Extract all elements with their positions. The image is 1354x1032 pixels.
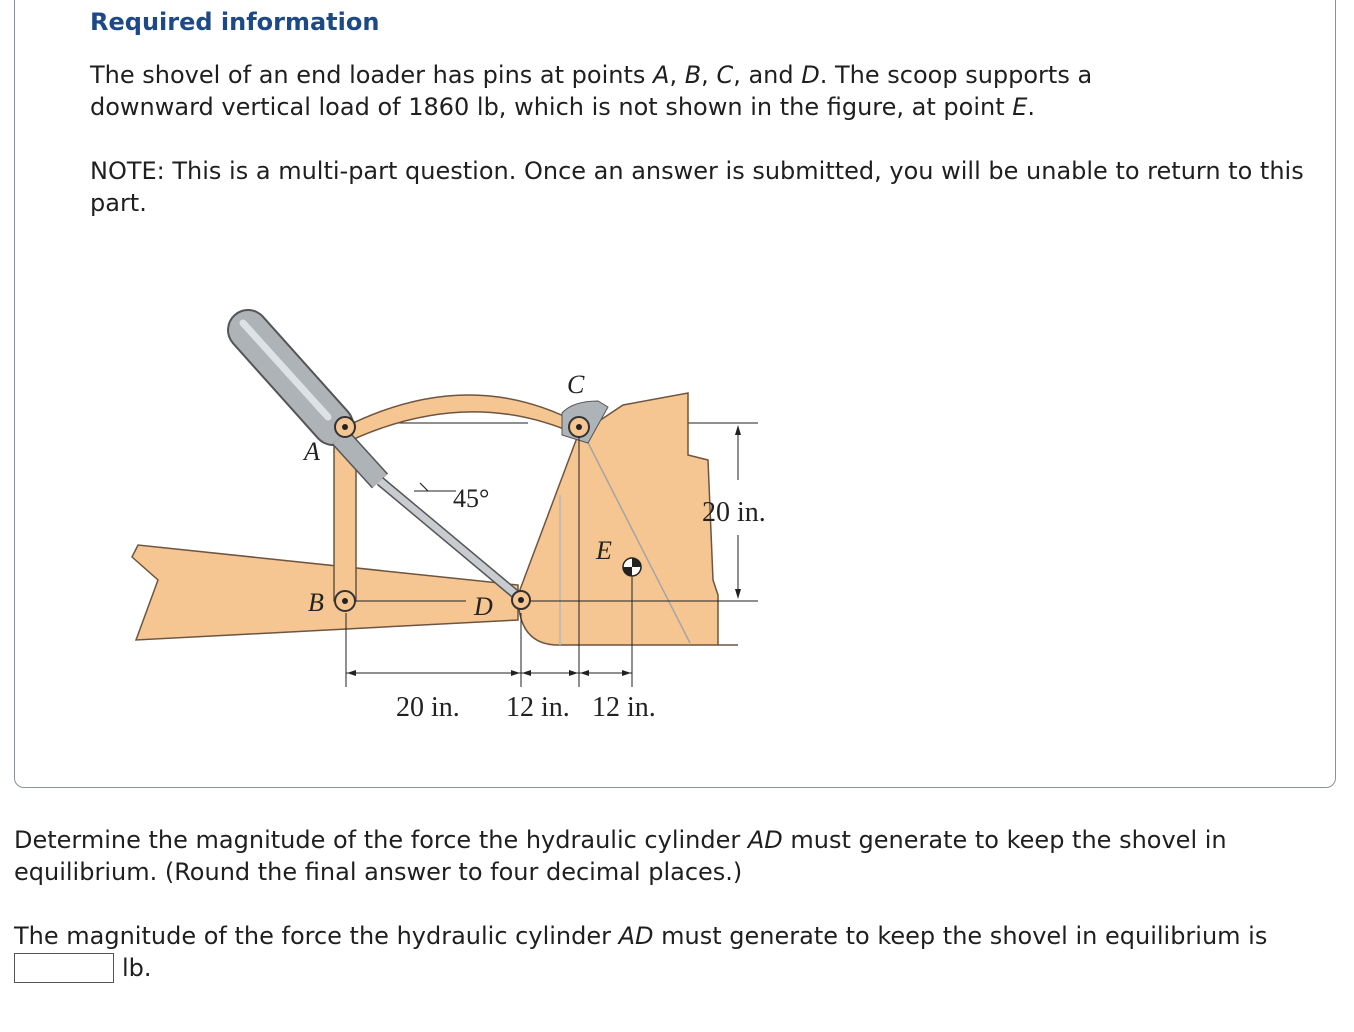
dim-arrow xyxy=(347,670,356,676)
question-text: must generate to keep the shovel in equilibrium. (Round the final answer to four decimal places.) xyxy=(14,826,1227,886)
statement-sep: , and xyxy=(733,61,802,89)
cylinder-ad-ref: AD xyxy=(618,922,654,950)
answer-text: must generate to keep the shovel in equilibrium is xyxy=(653,922,1268,950)
dim-arrow xyxy=(580,670,589,676)
statement-sep: , xyxy=(701,61,717,89)
angle-arc xyxy=(420,483,428,491)
end-loader-figure xyxy=(118,295,798,735)
problem-statement xyxy=(90,59,1190,123)
multipart-note: NOTE: This is a multi-part question. Once an answer is submitted, you will be unable to return to this part. xyxy=(90,157,1304,217)
dim-arrow xyxy=(522,670,531,676)
label-dim-ce: 12 in. xyxy=(592,692,656,723)
question-text: Determine the magnitude of the force the hydraulic cylinder xyxy=(14,826,748,854)
answer-unit: lb. xyxy=(122,954,152,982)
label-dim-dc: 12 in. xyxy=(506,692,570,723)
force-answer-input[interactable] xyxy=(14,953,114,983)
cylinder-ad-ref: AD xyxy=(747,826,783,854)
label-a: A xyxy=(304,437,320,466)
label-dim-bd: 20 in. xyxy=(396,692,460,723)
point-c-ref: C xyxy=(716,61,734,89)
link-ac xyxy=(345,395,578,443)
answer-text: The magnitude of the force the hydraulic cylinder xyxy=(14,922,619,950)
point-b-ref: B xyxy=(684,61,702,89)
pin-a-center xyxy=(342,424,348,430)
point-e-ref: E xyxy=(1012,93,1028,121)
label-d: D xyxy=(474,592,493,621)
statement-sep: , xyxy=(669,61,685,89)
required-info-title: Required information xyxy=(90,8,380,36)
label-dim-vertical: 20 in. xyxy=(702,497,766,528)
statement-text: The shovel of an end loader has pins at points xyxy=(90,61,654,89)
statement-sep: . xyxy=(1027,93,1036,121)
pin-d-center xyxy=(518,597,524,603)
statement-text: . The scoop supports a downward vertical load of 1860 lb, which is not shown in the figure, at point xyxy=(90,61,1093,121)
dim-arrow-down xyxy=(735,589,741,599)
question-prompt xyxy=(14,824,1314,888)
answer-prompt xyxy=(14,920,1344,984)
label-c: C xyxy=(567,370,585,399)
loader-arm xyxy=(132,545,518,640)
label-e: E xyxy=(596,536,612,565)
pin-c-center xyxy=(576,424,582,430)
dim-arrow-up xyxy=(735,425,741,435)
dim-arrow xyxy=(511,670,520,676)
label-b: B xyxy=(308,588,324,617)
dim-arrow xyxy=(622,670,631,676)
dim-arrow xyxy=(569,670,578,676)
label-angle: 45° xyxy=(453,484,490,513)
pin-b-center xyxy=(342,598,348,604)
point-a-ref: A xyxy=(653,61,670,89)
point-d-ref: D xyxy=(801,61,820,89)
